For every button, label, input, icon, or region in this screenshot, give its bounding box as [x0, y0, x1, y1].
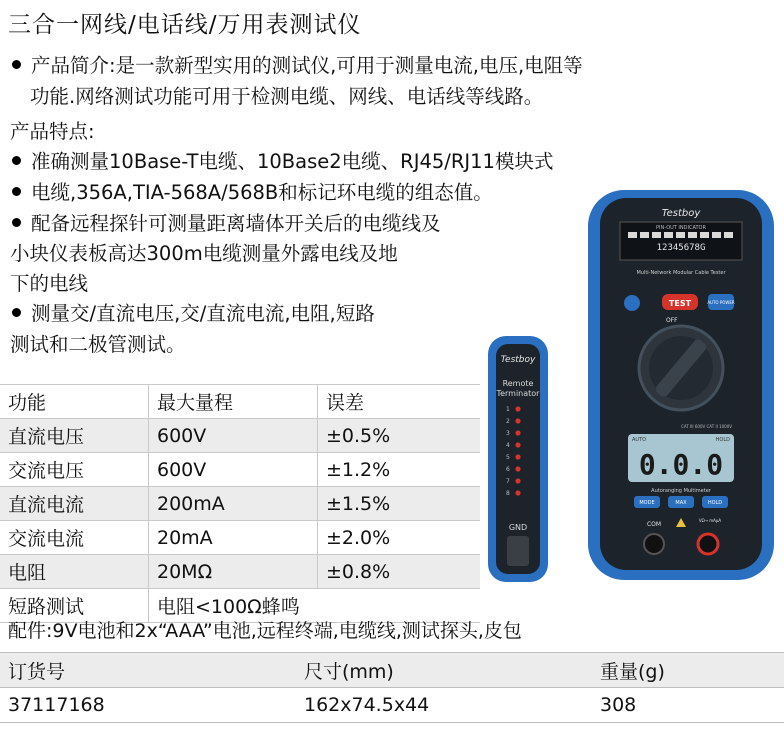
led-number: 5 [506, 454, 510, 461]
order-cell: 37117168 [0, 688, 296, 723]
spec-row [0, 453, 480, 487]
feature-text: 准确测量10Base-T电缆、10Base2电缆、RJ45/RJ11模块式 [31, 150, 554, 173]
remote-terminator-image [484, 334, 552, 584]
feature-item [12, 146, 553, 177]
max-button-label: MAX [675, 500, 687, 506]
led-icon [515, 478, 520, 483]
spec-cell: 200mA [149, 487, 318, 521]
spec-table [0, 384, 480, 623]
page-title: 三合一网线/电话线/万用表测试仪 [8, 12, 362, 38]
test-button-label: TEST [668, 299, 692, 308]
power-button-icon[interactable] [624, 295, 640, 311]
order-table [0, 652, 784, 723]
led-icon [515, 430, 520, 435]
lcd-value: 0.0.0 [638, 448, 724, 481]
order-header: 尺寸(mm) [296, 653, 592, 688]
mode-button-label: MODE [639, 500, 655, 506]
spec-cell: 直流电流 [0, 487, 149, 521]
led-number: 7 [506, 478, 510, 485]
led-number: 1 [506, 406, 510, 413]
pin-numbers: 12345678G [656, 243, 706, 253]
bullet-icon [12, 156, 21, 165]
com-jack-icon [644, 534, 664, 554]
accessories-text: 配件:9V电池和2x“AAA”电池,远程终端,电缆线,测试探头,皮包 [8, 620, 522, 642]
order-value-row [0, 688, 784, 723]
spec-cell: ±0.8% [318, 555, 481, 589]
led-icon [515, 442, 520, 447]
meter-type-label: Autoranging Multimeter [651, 488, 711, 494]
off-label: OFF [666, 317, 678, 324]
remote-label-1: Remote [502, 379, 534, 388]
led-icon [515, 490, 520, 495]
features-heading: 产品特点: [10, 120, 95, 143]
auto-power-label: AUTO POWER [707, 300, 735, 305]
v-jack-icon [698, 534, 718, 554]
feature-text: 配备远程探针可测量距离墙体开关后的电缆线及 [31, 212, 441, 235]
intro-line-2: 功能.网络测试功能可用于检测电缆、网线、电话线等线路。 [30, 85, 544, 108]
remote-brand: Testboy [500, 355, 536, 365]
order-cell: 162x74.5x44 [296, 688, 592, 723]
spec-cell: 20mA [149, 521, 318, 555]
feature-item [12, 177, 493, 208]
feature-text-cont: 小块仪表板高达300m电缆测量外露电线及地 [10, 242, 398, 265]
remote-port-icon [507, 536, 529, 566]
spec-cell: 电阻 [0, 555, 149, 589]
feature-text-cont: 下的电线 [10, 272, 89, 295]
led-number: 8 [506, 490, 510, 497]
spec-cell: ±1.2% [318, 453, 481, 487]
remote-label-2: Terminator [496, 389, 540, 398]
cat-label: CAT III 600V CAT II 1000V [681, 424, 732, 429]
meter-brand: Testboy [661, 208, 701, 219]
led-icon [515, 418, 520, 423]
pinout-leds [628, 232, 733, 238]
spec-header: 最大量程 [149, 385, 318, 419]
spec-cell: ±2.0% [318, 521, 481, 555]
meter-model-label: Multi-Network Modular Cable Tester [636, 270, 726, 276]
intro-text-1: 产品简介:是一款新型实用的测试仪,可用于测量电流,电压,电阻等 [31, 54, 583, 77]
remote-gnd-label: GND [508, 523, 528, 532]
spec-header-row [0, 385, 480, 419]
order-cell: 308 [592, 688, 784, 723]
order-header: 重量(g) [592, 653, 784, 688]
led-number: 4 [506, 442, 510, 449]
spec-cell: ±1.5% [318, 487, 481, 521]
spec-cell: 直流电压 [0, 419, 149, 453]
spec-cell: 短路测试 [0, 589, 149, 623]
feature-item [12, 298, 375, 329]
feature-text: 测量交/直流电压,交/直流电流,电阻,短路 [31, 302, 375, 325]
spec-cell: 交流电流 [0, 521, 149, 555]
spec-cell: ±0.5% [318, 419, 481, 453]
spec-row [0, 521, 480, 555]
multimeter-image [584, 188, 778, 583]
bullet-icon [12, 218, 21, 227]
bullet-icon [12, 60, 21, 69]
intro-line-1 [12, 50, 583, 81]
feature-item [12, 208, 441, 239]
com-label: COM [646, 521, 662, 528]
feature-text-cont: 测试和二极管测试。 [10, 333, 186, 356]
led-icon [515, 466, 520, 471]
order-header: 订货号 [0, 653, 296, 688]
spec-cell: 600V [149, 453, 318, 487]
hold-button-label: HOLD [707, 500, 723, 506]
v-jack-label: VΩ→ mAμA [698, 518, 722, 523]
lcd-flag-hold: HOLD [715, 437, 730, 443]
lcd-flag-auto: AUTO [632, 437, 647, 443]
led-number: 3 [506, 430, 510, 437]
spec-cell: 电阻<100Ω蜂鸣 [149, 589, 481, 623]
pinout-label: PIN-OUT INDICATOR [656, 225, 706, 231]
spec-row [0, 487, 480, 521]
spec-cell: 20MΩ [149, 555, 318, 589]
bullet-icon [12, 187, 21, 196]
bullet-icon [12, 308, 21, 317]
spec-cell: 600V [149, 419, 318, 453]
led-icon [515, 454, 520, 459]
order-header-row [0, 653, 784, 688]
spec-cell: 交流电压 [0, 453, 149, 487]
led-icon [515, 406, 520, 411]
spec-row [0, 555, 480, 589]
spec-row [0, 419, 480, 453]
spec-header: 功能 [0, 385, 149, 419]
led-number: 6 [506, 466, 510, 473]
led-number: 2 [506, 418, 510, 425]
spec-header: 误差 [318, 385, 481, 419]
feature-text: 电缆,356A,TIA-568A/568B和标记环电缆的组态值。 [31, 181, 493, 204]
